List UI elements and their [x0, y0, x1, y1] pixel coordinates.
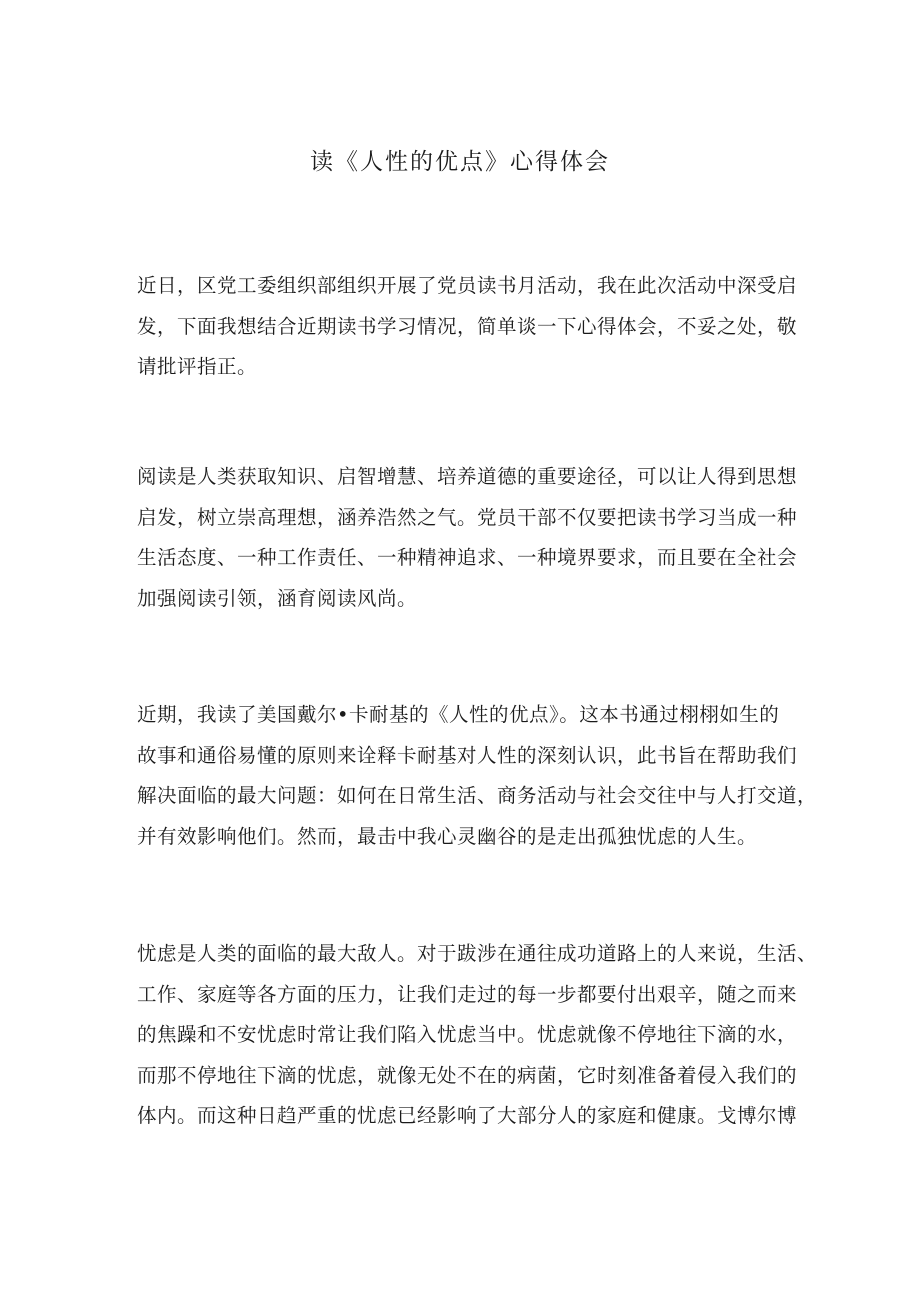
paragraph-line: 体内。而这种日趋严重的忧虑已经影响了大部分人的家庭和健康。戈博尔博	[137, 1104, 798, 1127]
paragraph-2	[137, 457, 797, 619]
paragraph-line: 生活态度、一种工作责任、一种精神追求、一种境界要求，而且要在全社会	[137, 546, 798, 569]
paragraph-line: 阅读是人类获取知识、启智增慧、培养道德的重要途径，可以让人得到思想	[137, 465, 798, 488]
paragraph-4	[137, 934, 818, 1137]
paragraph-line: 解决面临的最大问题：如何在日常生活、商务活动与社会交往中与人打交道，	[137, 784, 818, 807]
paragraph-line: 的焦躁和不安忧虑时常让我们陷入忧虑当中。忧虑就像不停地往下滴的水，	[137, 1023, 798, 1046]
paragraph-line: 加强阅读引领，涵育阅读风尚。	[137, 586, 418, 610]
paragraph-line: 而那不停地往下滴的忧虑，就像无处不在的病菌，它时刻准备着侵入我们的	[137, 1063, 798, 1087]
document-title: 读《人性的优点》心得体会	[310, 149, 610, 175]
paragraph-line: 近期，我读了美国戴尔•卡耐基的《人性的优点》。这本书通过栩栩如生的	[137, 703, 780, 726]
paragraph-line: 并有效影响他们。然而，最击中我心灵幽谷的是走出孤独忧虑的人生。	[137, 824, 758, 848]
paragraph-3	[137, 695, 818, 857]
paragraph-line: 启发，树立崇高理想，涵养浩然之气。党员干部不仅要把读书学习当成一种	[137, 505, 798, 529]
paragraph-line: 故事和通俗易懂的原则来诠释卡耐基对人性的深刻认识，此书旨在帮助我们	[137, 743, 798, 767]
paragraph-line: 发，下面我想结合近期读书学习情况，简单谈一下心得体会，不妥之处，敬	[137, 314, 798, 338]
paragraph-line: 忧虑是人类的面临的最大敌人。对于跋涉在通往成功道路上的人来说，生活、	[137, 942, 818, 965]
paragraph-line: 近日，区党工委组织部组织开展了党员读书月活动，我在此次活动中深受启	[137, 274, 798, 297]
paragraph-line: 请批评指正。	[137, 355, 258, 378]
paragraph-line: 工作、家庭等各方面的压力，让我们走过的每一步都要付出艰辛，随之而来	[137, 982, 798, 1006]
paragraph-1	[137, 266, 797, 388]
